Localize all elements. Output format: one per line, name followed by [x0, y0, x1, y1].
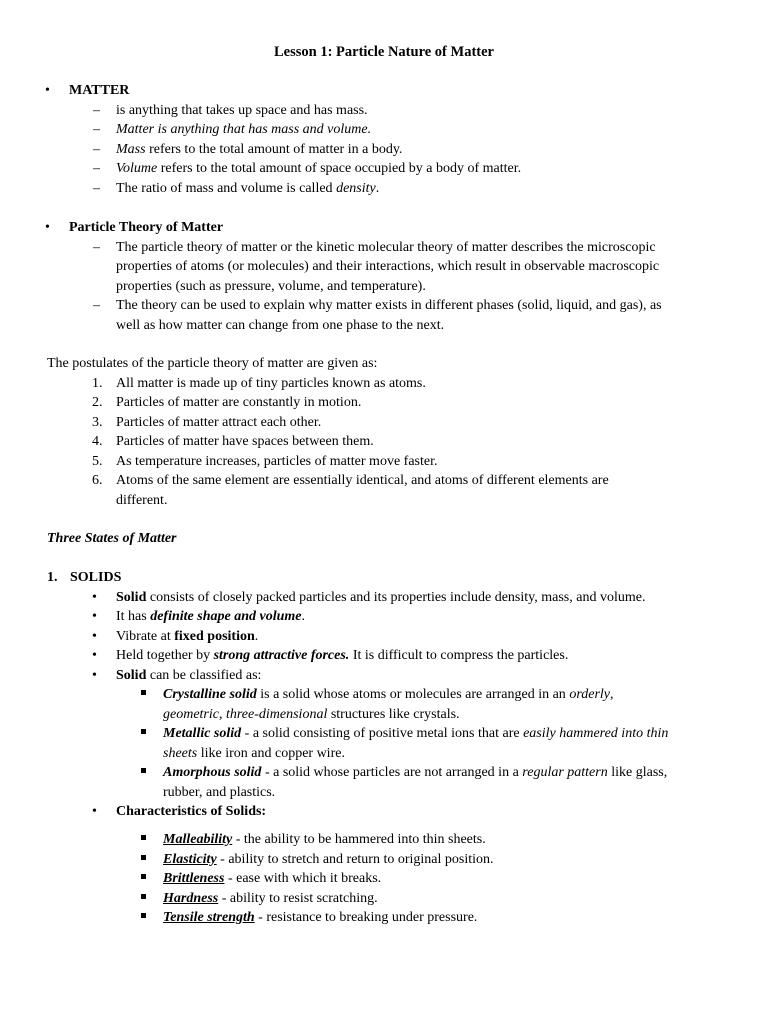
punctuation: . — [301, 609, 305, 624]
sub-item-continuation — [163, 705, 460, 725]
square-bullet-icon — [141, 724, 146, 744]
list-item — [116, 179, 379, 199]
term-volume: Volume — [116, 161, 158, 176]
definition-text: refers to the total amount of matter in a body. — [145, 141, 403, 157]
sub-item-metallic — [163, 724, 668, 744]
square-bullet-icon — [141, 869, 146, 889]
characteristic-item — [163, 830, 486, 850]
emphasis: geometric — [163, 706, 219, 722]
list-number: 3. — [92, 414, 103, 430]
page-title: Lesson 1: Particle Nature of Matter — [274, 44, 494, 60]
punctuation: , — [610, 687, 614, 702]
bullet: • — [92, 609, 97, 624]
bullet: • — [92, 804, 97, 819]
punctuation: . — [254, 628, 259, 644]
solids-section — [0, 568, 768, 822]
characteristic-item — [163, 889, 378, 909]
list-number: 4. — [92, 434, 103, 449]
list-item: Matter is anything that has mass and volume. — [116, 122, 372, 137]
term-solid: Solid — [116, 667, 147, 683]
emphasis: easily hammered into thin — [523, 726, 669, 741]
paragraph-line: properties (such as pressure, volume, and temperature). — [116, 278, 426, 294]
term-mass: Mass — [116, 141, 146, 157]
square-bullet-icon — [141, 763, 146, 783]
punctuation: . — [375, 180, 380, 196]
characteristic-item — [163, 908, 477, 928]
text: like glass, — [607, 765, 668, 780]
text: It is difficult to compress the particles. — [349, 648, 569, 663]
list-item: Particles of matter have spaces between them. — [116, 434, 374, 449]
solids-heading: SOLIDS — [70, 570, 122, 585]
text: - a solid consisting of positive metal ions that are — [241, 726, 524, 741]
list-item — [116, 159, 521, 179]
three-states-heading: Three States of Matter — [47, 531, 177, 546]
list-item: Particles of matter are constantly in motion. — [116, 395, 362, 410]
square-bullet-icon — [141, 850, 146, 870]
list-number: 6. — [92, 473, 103, 488]
matter-section — [0, 81, 768, 198]
matter-heading: MATTER — [69, 83, 130, 98]
term-malleability: Malleability — [163, 832, 233, 847]
punctuation: , — [218, 706, 226, 722]
term-metallic: Metallic solid — [163, 726, 242, 741]
sub-item-continuation — [163, 744, 345, 764]
square-bullet-icon — [141, 685, 146, 705]
definition-text: consists of closely packed particles and its properties include density, mass, and volume. — [146, 589, 646, 605]
term-hardness: Hardness — [163, 890, 219, 906]
dash: – — [93, 141, 100, 157]
section-number: 1. — [47, 570, 58, 585]
list-item — [116, 607, 305, 627]
list-item — [116, 646, 568, 666]
paragraph-line: The theory can be used to explain why matter exists in different phases (solid, liquid, and gas), as — [116, 298, 662, 313]
term-density: density — [336, 180, 376, 196]
sub-item-amorphous — [163, 763, 667, 783]
list-item — [116, 627, 258, 647]
paragraph-line: properties of atoms (or molecules) and their interactions, which result in observable macroscopic — [116, 259, 660, 274]
bullet: • — [92, 648, 97, 663]
definition-text: - the ability to be hammered into thin sheets. — [232, 832, 486, 847]
sub-item-crystalline — [163, 685, 614, 705]
definition-text: - ability to stretch and return to original position. — [216, 851, 494, 867]
emphasis: sheets — [163, 745, 198, 761]
term-crystalline: Crystalline solid — [163, 687, 257, 702]
list-item: Particles of matter attract each other. — [116, 414, 322, 430]
term-attractive-forces: strong attractive forces. — [213, 648, 350, 663]
particle-theory-section — [0, 218, 768, 335]
term-definite-shape: definite shape and volume — [150, 609, 302, 624]
paragraph-line: well as how matter can change from one phase to the next. — [116, 317, 445, 333]
postulates-section — [0, 354, 768, 510]
text: can be classified as: — [146, 667, 262, 683]
dash: – — [93, 122, 100, 137]
dash: – — [93, 239, 100, 255]
three-states-section — [0, 529, 768, 549]
dash: – — [93, 298, 100, 313]
list-number: 2. — [92, 395, 103, 410]
square-bullet-icon — [141, 908, 146, 928]
dash: – — [93, 161, 100, 176]
text: is a solid whose atoms or molecules are arranged in an — [256, 687, 570, 702]
list-item: All matter is made up of tiny particles known as atoms. — [116, 375, 426, 391]
bullet: • — [45, 220, 50, 235]
emphasis: three-dimensional — [225, 706, 328, 722]
definition-text: - resistance to breaking under pressure. — [254, 910, 478, 925]
list-item: Atoms of the same element are essentially identical, and atoms of different elements are — [116, 473, 609, 488]
term-brittleness: Brittleness — [163, 871, 225, 886]
bullet: • — [92, 589, 97, 605]
paragraph-line: The particle theory of matter or the kinetic molecular theory of matter describes the microscopic — [116, 239, 656, 255]
particle-theory-heading: Particle Theory of Matter — [69, 220, 224, 235]
sub-item-continuation: rubber, and plastics. — [163, 784, 276, 800]
square-bullet-icon — [141, 889, 146, 909]
emphasis: regular pattern — [522, 765, 608, 780]
text: Held together by — [116, 648, 214, 663]
text: It has — [116, 609, 151, 624]
term-elasticity: Elasticity — [163, 851, 217, 867]
dash: – — [93, 102, 100, 118]
term-fixed-position: fixed position — [174, 628, 255, 644]
characteristics-heading: Characteristics of Solids: — [116, 804, 267, 819]
postulates-intro: The postulates of the particle theory of matter are given as: — [47, 356, 378, 371]
list-item — [116, 588, 645, 608]
list-number: 5. — [92, 453, 103, 469]
bullet: • — [92, 628, 97, 644]
text: - a solid whose particles are not arranged in a — [261, 765, 523, 780]
term-solid: Solid — [116, 589, 147, 605]
list-item — [116, 140, 402, 160]
definition-text: refers to the total amount of space occupied by a body of matter. — [157, 161, 522, 176]
square-bullet-icon — [141, 830, 146, 850]
text: structures like crystals. — [327, 706, 460, 722]
dash: – — [93, 180, 100, 196]
bullet: • — [92, 667, 97, 683]
characteristics-list — [0, 830, 768, 928]
characteristic-item — [163, 850, 494, 870]
definition-text: - ease with which it breaks. — [224, 871, 382, 886]
definition-text: - ability to resist scratching. — [218, 890, 378, 906]
characteristic-item — [163, 869, 381, 889]
list-item: is anything that takes up space and has mass. — [116, 102, 368, 118]
list-item: As temperature increases, particles of matter move faster. — [116, 453, 438, 469]
definition-text: The ratio of mass and volume is called — [116, 180, 337, 196]
list-item — [116, 666, 261, 686]
term-tensile-strength: Tensile strength — [163, 910, 255, 925]
list-number: 1. — [92, 375, 103, 391]
term-amorphous: Amorphous solid — [163, 765, 262, 780]
text: like iron and copper wire. — [197, 745, 345, 761]
bullet: • — [45, 83, 50, 98]
text: Vibrate at — [116, 628, 175, 644]
emphasis: orderly — [569, 687, 611, 702]
list-item-continuation: different. — [116, 492, 168, 508]
